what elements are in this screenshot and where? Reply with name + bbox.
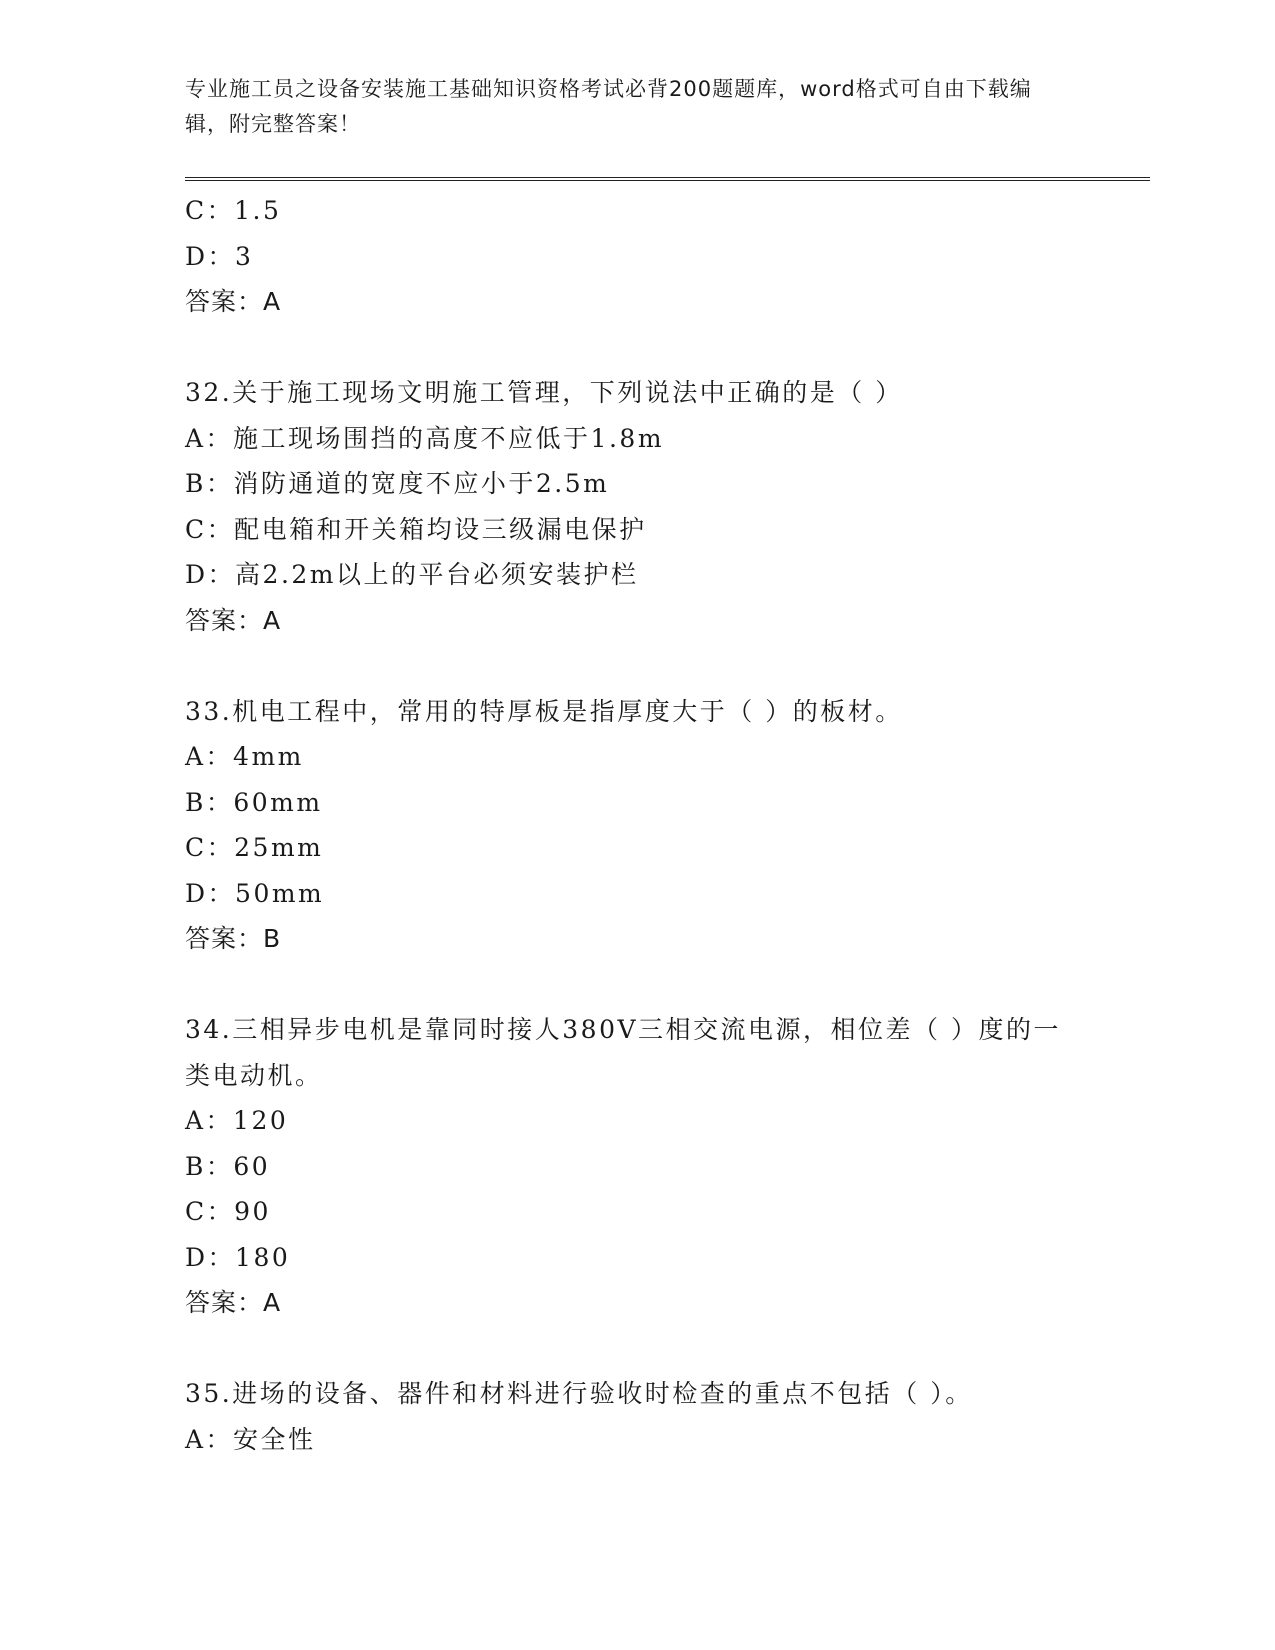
question-stem: 32.关于施工现场文明施工管理，下列说法中正确的是（ ）	[185, 378, 903, 407]
question-31-continuation	[185, 188, 1085, 325]
option-d: D：50mm	[185, 878, 325, 908]
option-a: A：4mm	[185, 742, 304, 771]
question-32	[185, 370, 1085, 643]
option-b: B：消防通道的宽度不应小于2.5m	[185, 469, 610, 498]
page-header-title: 专业施工员之设备安装施工基础知识资格考试必背200题题库，word格式可自由下载编辑，附完整答案！	[185, 77, 1032, 136]
answer: 答案：A	[185, 1288, 282, 1317]
question-stem: 34.三相异步电机是靠同时接人380V三相交流电源，相位差（ ）度的一类电动机。	[185, 1015, 1061, 1090]
option-c: C：配电箱和开关箱均设三级漏电保护	[185, 514, 647, 544]
option-d: D：180	[185, 1242, 291, 1272]
answer: 答案：A	[185, 605, 282, 635]
option-c: C：1.5	[185, 196, 282, 225]
question-stem: 33.机电工程中，常用的特厚板是指厚度大于（ ）的板材。	[185, 696, 903, 726]
option-b: B：60mm	[185, 787, 323, 817]
option-b: B：60	[185, 1151, 271, 1181]
question-list	[185, 188, 1085, 1462]
header-divider	[185, 177, 1150, 181]
option-d: D：3	[185, 241, 254, 271]
option-a: A：安全性	[185, 1424, 316, 1454]
answer: 答案：B	[185, 924, 282, 953]
answer: 答案：A	[185, 287, 282, 316]
option-a: A：施工现场围挡的高度不应低于1.8m	[185, 423, 665, 453]
option-a: A：120	[185, 1106, 289, 1135]
question-34	[185, 1007, 1085, 1326]
option-c: C：25mm	[185, 833, 324, 862]
question-stem: 35.进场的设备、器件和材料进行验收时检查的重点不包括（ ）。	[185, 1379, 973, 1408]
option-d: D：高2.2m以上的平台必须安装护栏	[185, 560, 639, 589]
question-33	[185, 689, 1085, 962]
question-35	[185, 1371, 1085, 1462]
option-c: C：90	[185, 1197, 271, 1226]
